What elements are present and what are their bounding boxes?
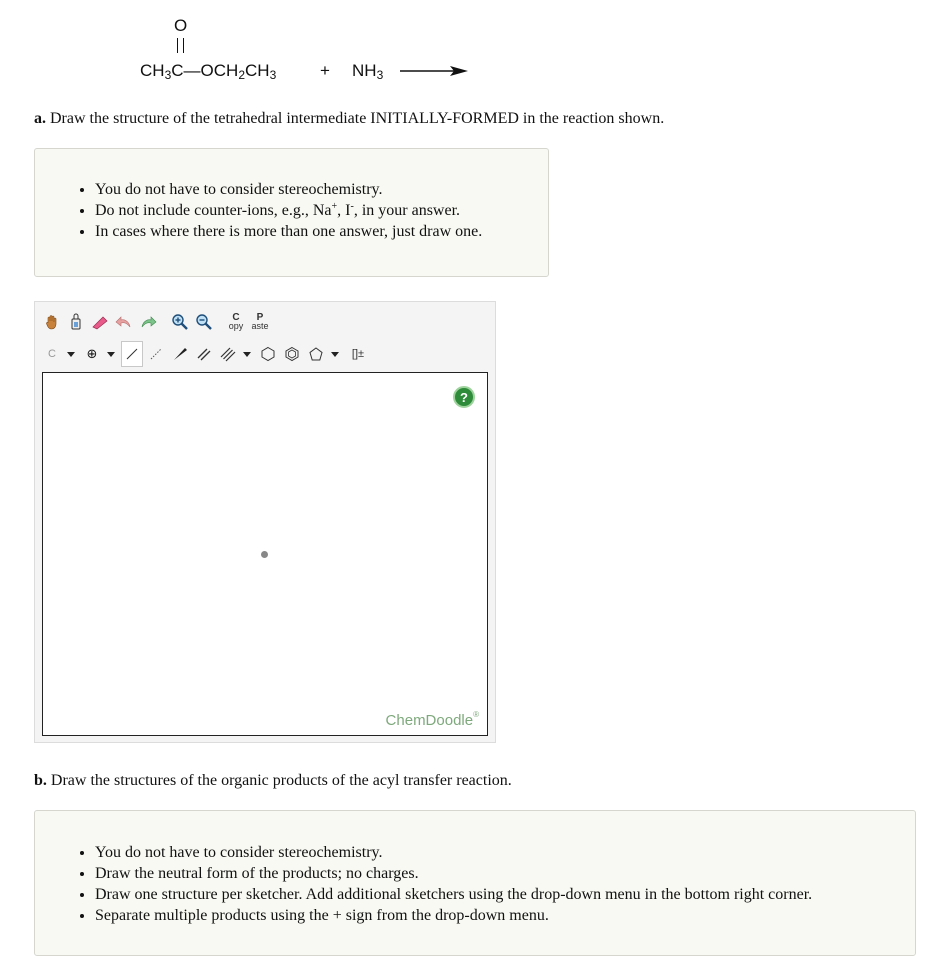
element-dropdown[interactable]: [65, 341, 77, 367]
question-b: b. Draw the structures of the organic products of the acyl transfer reaction.: [34, 772, 512, 789]
plus-sign: +: [320, 61, 330, 80]
lasso-icon: [68, 313, 84, 331]
undo-icon: [115, 314, 133, 330]
hint-item: • Draw one structure per sketcher. Add additional sketchers using the drop-down menu in the bottom right corner.: [95, 884, 915, 905]
bracket-button[interactable]: []±: [351, 348, 365, 360]
hint-box-a: [34, 148, 549, 277]
hint-item: • Draw the neutral form of the products; no charges.: [95, 863, 915, 884]
benzene-button[interactable]: [281, 341, 303, 367]
chemdoodle-logo: ChemDoodle®: [385, 710, 479, 729]
hint-box-b: [34, 810, 916, 956]
reaction-arrow-icon: [400, 63, 468, 79]
question-a: a. Draw the structure of the tetrahedral intermediate INITIALLY-FORMED in the reaction shown.: [34, 110, 665, 127]
zoom-in-button[interactable]: [169, 309, 191, 335]
hint-item: • You do not have to consider stereochemistry.: [95, 842, 915, 863]
drawing-canvas[interactable]: [42, 372, 488, 736]
help-button[interactable]: ?: [453, 386, 475, 408]
double-bond-button[interactable]: [193, 341, 215, 367]
cyclohexane-button[interactable]: [257, 341, 279, 367]
redo-icon: [139, 314, 157, 330]
chemdoodle-sketcher: [34, 301, 496, 743]
triple-bond-button[interactable]: [217, 341, 239, 367]
hand-icon: [44, 314, 60, 330]
undo-button[interactable]: [113, 309, 135, 335]
hint-item: • Separate multiple products using the + sign from the drop-down menu.: [95, 905, 915, 926]
hint-item: • You do not have to consider stereochemistry.: [95, 179, 548, 200]
double-bond-icon: [196, 346, 212, 362]
redo-button[interactable]: [137, 309, 159, 335]
charge-dropdown[interactable]: [105, 341, 117, 367]
hand-tool-button[interactable]: [41, 309, 63, 335]
carbonyl-oxygen: O: [174, 16, 188, 35]
canvas-center-dot: [261, 551, 268, 558]
eraser-button[interactable]: [89, 309, 111, 335]
reaction-scheme: [0, 0, 928, 100]
single-bond-icon: [124, 346, 140, 362]
triple-bond-icon: [220, 346, 236, 362]
lasso-button[interactable]: [65, 309, 87, 335]
wedge-bond-button[interactable]: [169, 341, 191, 367]
ring-dropdown[interactable]: [329, 341, 341, 367]
copy-button[interactable]: C opy: [228, 312, 244, 331]
zoom-out-icon: [195, 313, 213, 331]
zoom-in-icon: [171, 313, 189, 331]
wedge-bond-icon: [172, 346, 188, 362]
resonance-bond-button[interactable]: [145, 341, 167, 367]
benzene-icon: [284, 346, 300, 362]
toolbar-row-2: [41, 340, 373, 368]
single-bond-button[interactable]: [121, 341, 143, 367]
bond-dropdown[interactable]: [241, 341, 253, 367]
ester-formula: $CH_3C—OCH_2CH_3$: [140, 61, 277, 82]
charge-button[interactable]: ⊕: [86, 346, 98, 362]
zoom-out-button[interactable]: [193, 309, 215, 335]
pentagon-icon: [308, 346, 324, 362]
eraser-icon: [91, 314, 109, 330]
paste-button[interactable]: P aste: [251, 312, 269, 331]
element-button[interactable]: C: [48, 348, 56, 360]
dashed-bond-icon: [148, 346, 164, 362]
double-bond: [177, 38, 184, 53]
cyclopentane-button[interactable]: [305, 341, 327, 367]
hint-item: • Do not include counter-ions, e.g., Na+, I-, in your answer.: [95, 200, 548, 221]
toolbar-row-1: [41, 308, 273, 336]
ammonia-formula: $NH_3$: [352, 61, 384, 82]
hexagon-icon: [260, 346, 276, 362]
hint-item: • In cases where there is more than one answer, just draw one.: [95, 221, 548, 242]
